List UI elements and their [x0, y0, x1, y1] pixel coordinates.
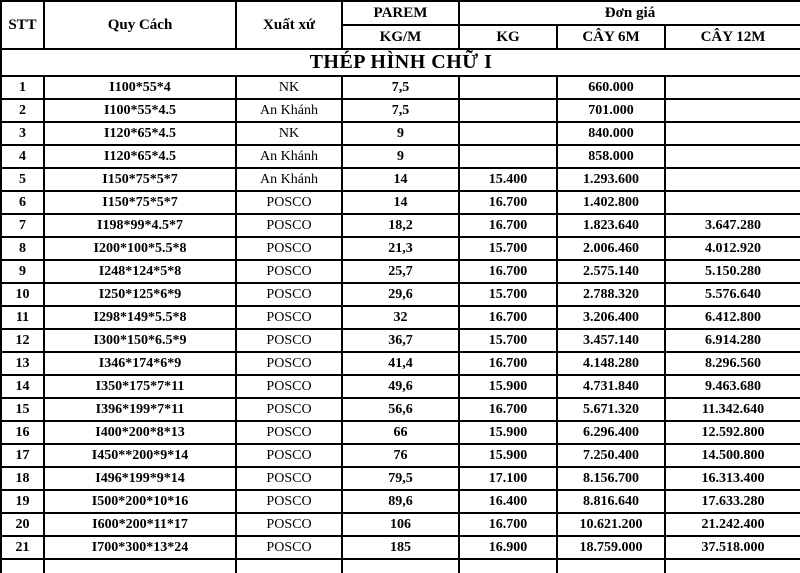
- cell-bar12m-price: 5.150.280: [665, 260, 800, 283]
- cell-spec: I100*55*4.5: [44, 99, 236, 122]
- cell-origin: POSCO: [236, 352, 342, 375]
- table-row: [1, 214, 800, 237]
- table-row: [1, 283, 800, 306]
- cell-spec: I298*149*5.5*8: [44, 306, 236, 329]
- cell-origin: POSCO: [236, 421, 342, 444]
- cell-spec: I198*99*4.5*7: [44, 214, 236, 237]
- cell-origin: POSCO: [236, 513, 342, 536]
- cell-bar12m-price: 14.500.800: [665, 444, 800, 467]
- empty-cell: [459, 559, 557, 573]
- header-kg: KG: [459, 25, 557, 49]
- header-parem: PAREM: [342, 1, 459, 25]
- cell-kg-price: 16.700: [459, 260, 557, 283]
- table-row: [1, 444, 800, 467]
- cell-bar6m-price: 4.148.280: [557, 352, 665, 375]
- empty-cell: [44, 559, 236, 573]
- cell-stt: 5: [1, 168, 44, 191]
- cell-kg-price: 16.900: [459, 536, 557, 559]
- cell-kg-price: 15.400: [459, 168, 557, 191]
- cell-spec: I200*100*5.5*8: [44, 237, 236, 260]
- cell-origin: POSCO: [236, 536, 342, 559]
- cell-kg-per-m: 14: [342, 168, 459, 191]
- cell-spec: I250*125*6*9: [44, 283, 236, 306]
- cell-origin: POSCO: [236, 467, 342, 490]
- cell-kg-per-m: 76: [342, 444, 459, 467]
- cell-bar12m-price: 12.592.800: [665, 421, 800, 444]
- header-kg-per-m: KG/M: [342, 25, 459, 49]
- cell-stt: 10: [1, 283, 44, 306]
- cell-spec: I600*200*11*17: [44, 513, 236, 536]
- cell-spec: I450**200*9*14: [44, 444, 236, 467]
- cell-bar12m-price: [665, 168, 800, 191]
- cell-origin: NK: [236, 122, 342, 145]
- cell-bar6m-price: 2.006.460: [557, 237, 665, 260]
- cell-kg-per-m: 9: [342, 122, 459, 145]
- cell-stt: 17: [1, 444, 44, 467]
- cell-spec: I300*150*6.5*9: [44, 329, 236, 352]
- table-row: [1, 168, 800, 191]
- cell-kg-price: [459, 76, 557, 99]
- cell-bar6m-price: 1.402.800: [557, 191, 665, 214]
- cell-origin: POSCO: [236, 191, 342, 214]
- table-body: [1, 76, 800, 573]
- empty-cell: [1, 559, 44, 573]
- cell-spec: I120*65*4.5: [44, 145, 236, 168]
- cell-origin: POSCO: [236, 490, 342, 513]
- table-row: [1, 421, 800, 444]
- cell-stt: 2: [1, 99, 44, 122]
- header-bar-6m: CÂY 6M: [557, 25, 665, 49]
- cell-kg-price: [459, 122, 557, 145]
- cell-kg-per-m: 7,5: [342, 76, 459, 99]
- cell-stt: 19: [1, 490, 44, 513]
- cell-kg-per-m: 7,5: [342, 99, 459, 122]
- empty-cell: [342, 559, 459, 573]
- section-title-row: [1, 49, 800, 76]
- cell-spec: I346*174*6*9: [44, 352, 236, 375]
- cell-origin: POSCO: [236, 260, 342, 283]
- cell-origin: POSCO: [236, 237, 342, 260]
- table-row: [1, 122, 800, 145]
- cell-stt: 3: [1, 122, 44, 145]
- cell-origin: POSCO: [236, 306, 342, 329]
- cell-kg-per-m: 36,7: [342, 329, 459, 352]
- table-row: [1, 306, 800, 329]
- cell-bar12m-price: [665, 122, 800, 145]
- table-row: [1, 76, 800, 99]
- cell-kg-price: 15.700: [459, 283, 557, 306]
- cell-spec: I396*199*7*11: [44, 398, 236, 421]
- cell-origin: POSCO: [236, 329, 342, 352]
- cell-bar6m-price: 18.759.000: [557, 536, 665, 559]
- cell-bar12m-price: 3.647.280: [665, 214, 800, 237]
- cell-kg-price: 16.700: [459, 352, 557, 375]
- cell-bar6m-price: 4.731.840: [557, 375, 665, 398]
- cell-stt: 1: [1, 76, 44, 99]
- header-stt: STT: [1, 1, 44, 49]
- cell-kg-per-m: 32: [342, 306, 459, 329]
- cell-bar12m-price: 37.518.000: [665, 536, 800, 559]
- cell-bar6m-price: 2.788.320: [557, 283, 665, 306]
- cell-bar12m-price: [665, 99, 800, 122]
- table-row: [1, 145, 800, 168]
- cell-kg-per-m: 18,2: [342, 214, 459, 237]
- cell-kg-price: 15.900: [459, 444, 557, 467]
- table-row: [1, 237, 800, 260]
- cell-bar6m-price: 8.156.700: [557, 467, 665, 490]
- cell-stt: 12: [1, 329, 44, 352]
- cell-kg-price: [459, 99, 557, 122]
- cell-stt: 4: [1, 145, 44, 168]
- cell-origin: An Khánh: [236, 168, 342, 191]
- cell-spec: I150*75*5*7: [44, 191, 236, 214]
- table-row: [1, 398, 800, 421]
- cell-bar12m-price: [665, 191, 800, 214]
- cell-stt: 15: [1, 398, 44, 421]
- empty-cell: [665, 559, 800, 573]
- table-row: [1, 191, 800, 214]
- cell-stt: 13: [1, 352, 44, 375]
- cell-stt: 9: [1, 260, 44, 283]
- cell-origin: NK: [236, 76, 342, 99]
- table-row: [1, 329, 800, 352]
- cell-spec: I500*200*10*16: [44, 490, 236, 513]
- section-title: THÉP HÌNH CHỮ I: [1, 49, 800, 76]
- cell-bar6m-price: 5.671.320: [557, 398, 665, 421]
- cell-bar6m-price: 7.250.400: [557, 444, 665, 467]
- cell-bar6m-price: 10.621.200: [557, 513, 665, 536]
- cell-kg-price: 15.700: [459, 237, 557, 260]
- cell-kg-per-m: 25,7: [342, 260, 459, 283]
- cell-origin: POSCO: [236, 375, 342, 398]
- cell-origin: POSCO: [236, 283, 342, 306]
- cell-kg-price: 16.400: [459, 490, 557, 513]
- cell-kg-per-m: 9: [342, 145, 459, 168]
- table-row: [1, 352, 800, 375]
- cell-spec: I350*175*7*11: [44, 375, 236, 398]
- header-bar-12m: CÂY 12M: [665, 25, 800, 49]
- cell-bar12m-price: 21.242.400: [665, 513, 800, 536]
- cell-kg-per-m: 29,6: [342, 283, 459, 306]
- cell-bar12m-price: [665, 76, 800, 99]
- cell-bar6m-price: 3.457.140: [557, 329, 665, 352]
- cell-bar6m-price: 2.575.140: [557, 260, 665, 283]
- cell-bar12m-price: 8.296.560: [665, 352, 800, 375]
- cell-kg-per-m: 106: [342, 513, 459, 536]
- cell-kg-price: 15.700: [459, 329, 557, 352]
- cell-kg-price: 16.700: [459, 398, 557, 421]
- table-row: [1, 99, 800, 122]
- cell-bar12m-price: 4.012.920: [665, 237, 800, 260]
- cell-kg-price: 16.700: [459, 513, 557, 536]
- cell-kg-per-m: 14: [342, 191, 459, 214]
- cell-spec: I400*200*8*13: [44, 421, 236, 444]
- cell-bar12m-price: 6.914.280: [665, 329, 800, 352]
- cell-stt: 16: [1, 421, 44, 444]
- cell-origin: POSCO: [236, 398, 342, 421]
- cell-bar12m-price: 17.633.280: [665, 490, 800, 513]
- cell-bar12m-price: 5.576.640: [665, 283, 800, 306]
- empty-cell: [236, 559, 342, 573]
- cell-kg-per-m: 56,6: [342, 398, 459, 421]
- cell-kg-per-m: 185: [342, 536, 459, 559]
- cell-kg-price: 17.100: [459, 467, 557, 490]
- cell-kg-price: 16.700: [459, 214, 557, 237]
- cell-stt: 20: [1, 513, 44, 536]
- cell-bar6m-price: 8.816.640: [557, 490, 665, 513]
- cell-bar12m-price: [665, 145, 800, 168]
- cell-bar12m-price: 11.342.640: [665, 398, 800, 421]
- header-spec: Quy Cách: [44, 1, 236, 49]
- cell-kg-per-m: 66: [342, 421, 459, 444]
- table-row: [1, 536, 800, 559]
- cell-stt: 18: [1, 467, 44, 490]
- cell-origin: POSCO: [236, 214, 342, 237]
- cell-origin: An Khánh: [236, 145, 342, 168]
- partial-next-row: [1, 559, 800, 573]
- table-row: [1, 375, 800, 398]
- table-header: [1, 1, 800, 76]
- cell-kg-per-m: 41,4: [342, 352, 459, 375]
- empty-cell: [557, 559, 665, 573]
- table-row: [1, 513, 800, 536]
- cell-spec: I100*55*4: [44, 76, 236, 99]
- header-row-top: [1, 1, 800, 25]
- header-origin: Xuất xứ: [236, 1, 342, 49]
- cell-bar12m-price: 6.412.800: [665, 306, 800, 329]
- cell-stt: 11: [1, 306, 44, 329]
- cell-kg-per-m: 79,5: [342, 467, 459, 490]
- table-row: [1, 490, 800, 513]
- cell-bar6m-price: 1.823.640: [557, 214, 665, 237]
- cell-stt: 21: [1, 536, 44, 559]
- cell-spec: I150*75*5*7: [44, 168, 236, 191]
- cell-kg-price: 16.700: [459, 306, 557, 329]
- cell-spec: I248*124*5*8: [44, 260, 236, 283]
- cell-bar6m-price: 701.000: [557, 99, 665, 122]
- table-row: [1, 260, 800, 283]
- cell-bar6m-price: 3.206.400: [557, 306, 665, 329]
- cell-stt: 7: [1, 214, 44, 237]
- cell-bar12m-price: 16.313.400: [665, 467, 800, 490]
- cell-bar12m-price: 9.463.680: [665, 375, 800, 398]
- header-unit-price: Đơn giá: [459, 1, 800, 25]
- cell-kg-per-m: 89,6: [342, 490, 459, 513]
- cell-stt: 6: [1, 191, 44, 214]
- cell-stt: 8: [1, 237, 44, 260]
- cell-bar6m-price: 840.000: [557, 122, 665, 145]
- cell-kg-price: [459, 145, 557, 168]
- cell-kg-per-m: 49,6: [342, 375, 459, 398]
- cell-kg-per-m: 21,3: [342, 237, 459, 260]
- table-row: [1, 467, 800, 490]
- cell-bar6m-price: 660.000: [557, 76, 665, 99]
- cell-bar6m-price: 858.000: [557, 145, 665, 168]
- cell-kg-price: 16.700: [459, 191, 557, 214]
- cell-spec: I120*65*4.5: [44, 122, 236, 145]
- cell-kg-price: 15.900: [459, 421, 557, 444]
- cell-bar6m-price: 6.296.400: [557, 421, 665, 444]
- cell-spec: I700*300*13*24: [44, 536, 236, 559]
- cell-origin: An Khánh: [236, 99, 342, 122]
- cell-origin: POSCO: [236, 444, 342, 467]
- cell-bar6m-price: 1.293.600: [557, 168, 665, 191]
- cell-stt: 14: [1, 375, 44, 398]
- cell-spec: I496*199*9*14: [44, 467, 236, 490]
- cell-kg-price: 15.900: [459, 375, 557, 398]
